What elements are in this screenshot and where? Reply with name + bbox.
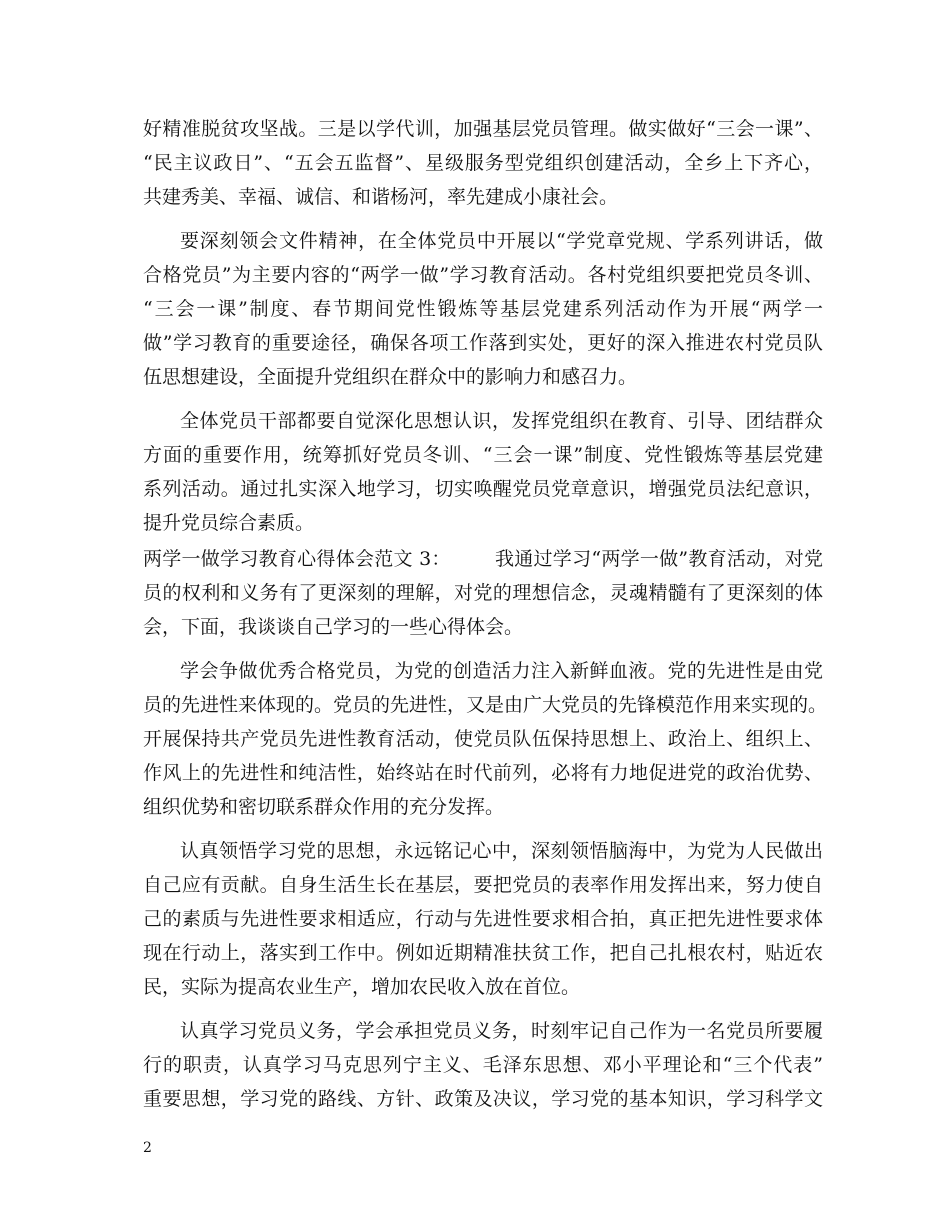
body-line: 自己应有贡献。自身生活生长在基层，要把党员的表率作用发挥出来，努力使自 xyxy=(143,874,823,896)
body-line: 系列活动。通过扎实深入地学习，切实唤醒党员党章意识，增强党员法纪意识， xyxy=(143,478,823,500)
body-line: “三会一课”制度、春节期间党性锻炼等基层党建系列活动作为开展“两学一 xyxy=(143,298,823,320)
body-line: 好精准脱贫攻坚战。三是以学代训，加强基层党员管理。做实做好“三会一课”、 xyxy=(143,118,823,140)
body-line: 民，实际为提高农业生产，增加农民收入放在首位。 xyxy=(143,976,581,998)
section-heading: 两学一做学习教育心得体会范文 3： xyxy=(143,548,451,570)
paragraph-first-line: 认真领悟学习党的思想，永远铭记心中，深刻领悟脑海中，为党为人民做出 xyxy=(180,840,823,862)
paragraph-first-line: 要深刻领会文件精神，在全体党员中开展以“学党章党规、学系列讲话，做 xyxy=(180,230,823,252)
page-number: 2 xyxy=(143,1140,152,1156)
section-heading-line xyxy=(143,546,823,572)
body-line: 共建秀美、幸福、诚信、和谐杨河，率先建成小康社会。 xyxy=(143,186,619,208)
body-line: 员的先进性来体现的。党员的先进性，又是由广大党员的先锋模范作用来实现的。 xyxy=(143,694,828,716)
body-line: 提升党员综合素质。 xyxy=(143,512,315,534)
body-line: 员的权利和义务有了更深刻的理解，对党的理想信念，灵魂精髓有了更深刻的体 xyxy=(143,582,823,604)
body-line: 伍思想建设，全面提升党组织在群众中的影响力和感召力。 xyxy=(143,366,638,388)
body-line: 作风上的先进性和纯洁性，始终站在时代前列，必将有力地促进党的政治优势、 xyxy=(143,762,823,784)
paragraph-first-line: 学会争做优秀合格党员，为党的创造活力注入新鲜血液。党的先进性是由党 xyxy=(180,660,823,682)
paragraph-first-line: 认真学习党员义务，学会承担党员义务，时刻牢记自己作为一名党员所要履 xyxy=(180,1020,823,1042)
body-line: 组织优势和密切联系群众作用的充分发挥。 xyxy=(143,796,505,818)
body-line: 方面的重要作用，统筹抓好党员冬训、“三会一课”制度、党性锻炼等基层党建 xyxy=(143,444,823,466)
body-line: 合格党员”为主要内容的“两学一做”学习教育活动。各村党组织要把党员冬训、 xyxy=(143,264,823,286)
body-line: 行的职责，认真学习马克思列宁主义、毛泽东思想、邓小平理论和“三个代表” xyxy=(143,1054,823,1076)
body-line: 做”学习教育的重要途径，确保各项工作落到实处，更好的深入推进农村党员队 xyxy=(143,332,823,354)
body-line: 现在行动上，落实到工作中。例如近期精准扶贫工作，把自己扎根农村，贴近农 xyxy=(143,942,823,964)
body-line: 会，下面，我谈谈自己学习的一些心得体会。 xyxy=(143,616,524,638)
body-line: “民主议政日”、“五会五监督”、星级服务型党组织创建活动，全乡上下齐心， xyxy=(143,152,823,174)
body-line: 己的素质与先进性要求相适应，行动与先进性要求相合拍，真正把先进性要求体 xyxy=(143,908,823,930)
paragraph-first-line: 全体党员干部都要自觉深化思想认识，发挥党组织在教育、引导、团结群众 xyxy=(180,410,823,432)
body-line: 开展保持共产党员先进性教育活动，使党员队伍保持思想上、政治上、组织上、 xyxy=(143,728,823,750)
body-line: 重要思想，学习党的路线、方针、政策及决议，学习党的基本知识，学习科学文 xyxy=(143,1088,823,1110)
section-heading-continuation: 我通过学习“两学一做”教育活动，对党 xyxy=(494,548,823,570)
